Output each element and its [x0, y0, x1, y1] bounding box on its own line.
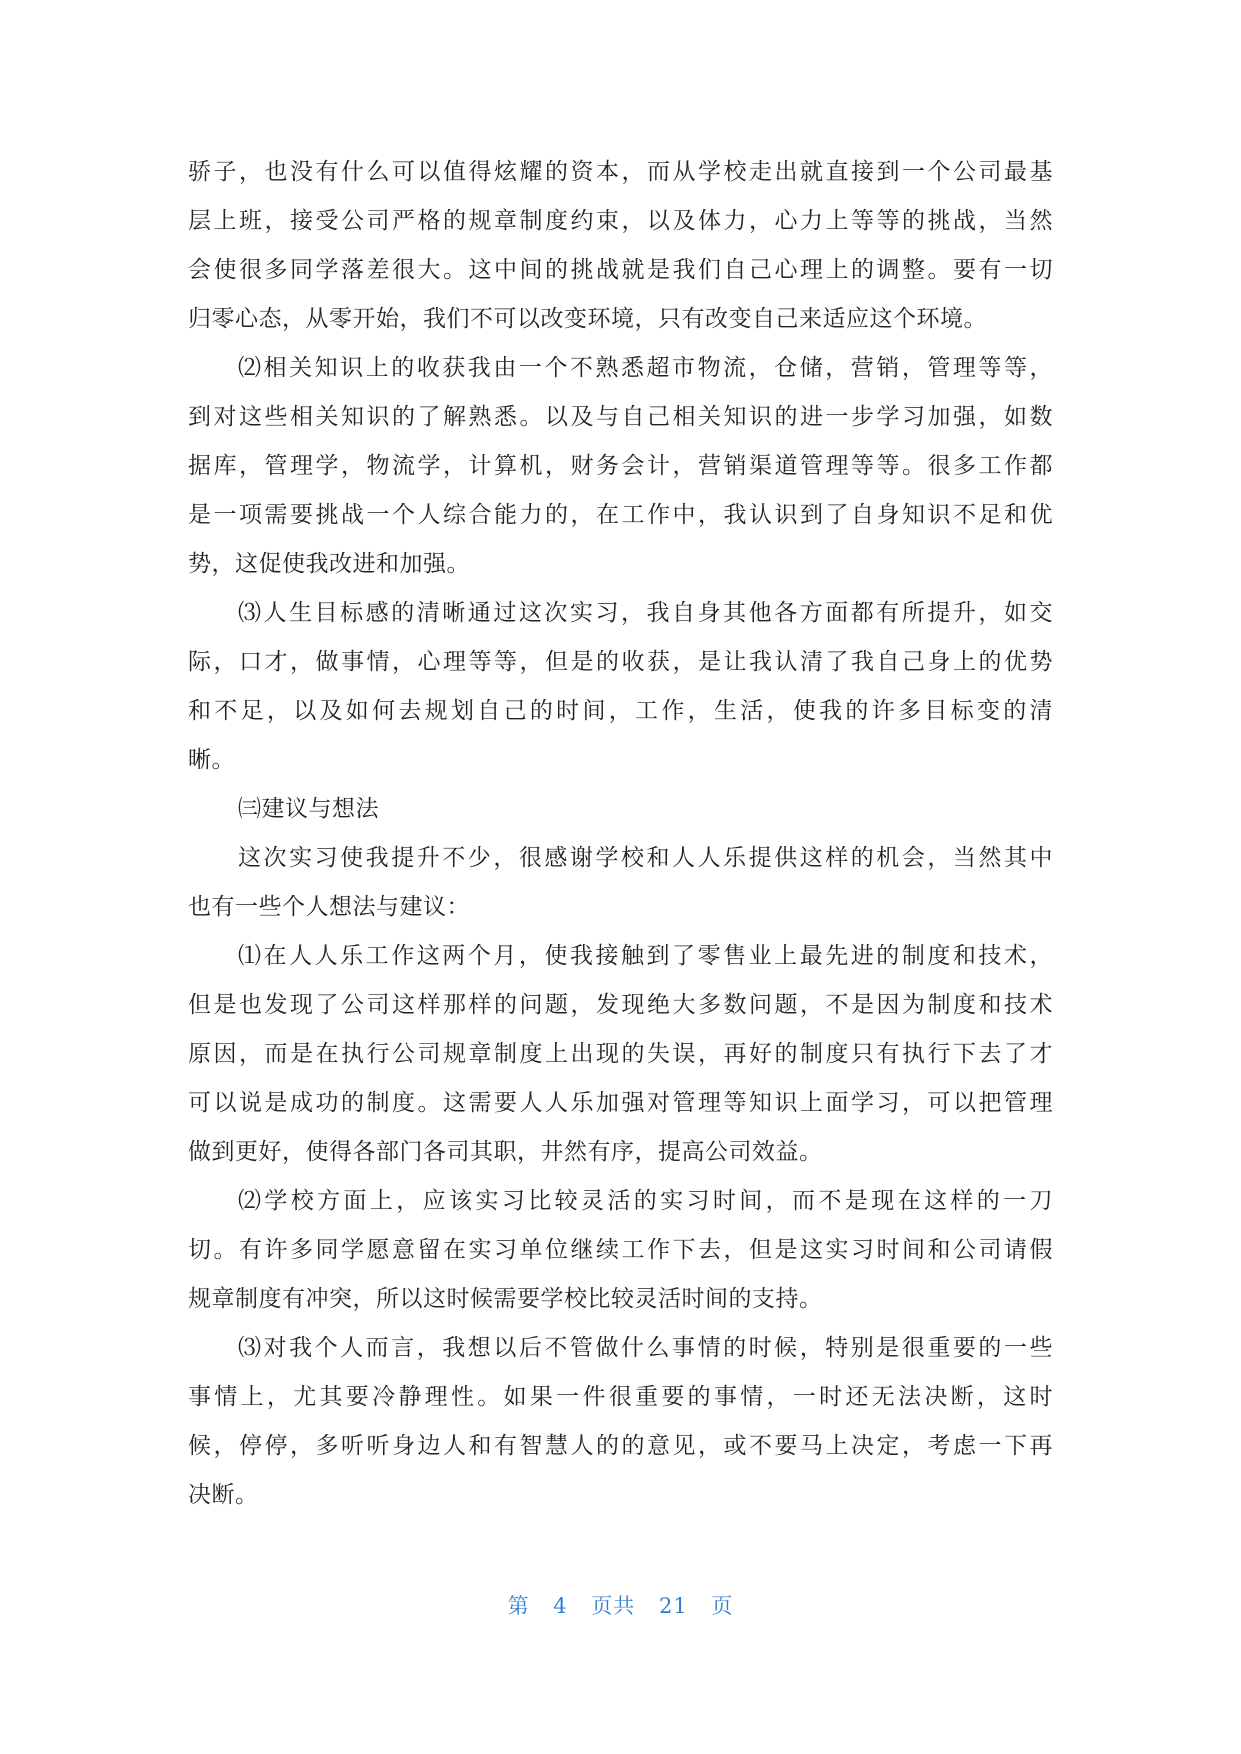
text-line: 层上班，接受公司严格的规章制度约束，以及体力，心力上等等的挑战，当然 [188, 208, 1053, 234]
text-line: 做到更好，使得各部门各司其职，井然有序，提高公司效益。 [188, 1139, 823, 1165]
text-line: 骄子，也没有什么可以值得炫耀的资本，而从学校走出就直接到一个公司最基 [188, 159, 1053, 185]
text-line: 到对这些相关知识的了解熟悉。以及与自己相关知识的进一步学习加强，如数 [188, 404, 1053, 430]
text-line: 原因，而是在执行公司规章制度上出现的失误，再好的制度只有执行下去了才 [188, 1041, 1053, 1067]
document-body [188, 148, 1053, 1520]
footer-current-page: 4 [553, 1594, 568, 1618]
text-line: 际，口才，做事情，心理等等，但是的收获，是让我认清了我自己身上的优势 [188, 649, 1053, 675]
footer-middle: 页共 [591, 1594, 636, 1618]
text-line: ⑴在人人乐工作这两个月，使我接触到了零售业上最先进的制度和技术， [238, 943, 1053, 969]
text-line: 和不足，以及如何去规划自己的时间，工作，生活，使我的许多目标变的清 [188, 698, 1053, 724]
text-line: 这次实习使我提升不少，很感谢学校和人人乐提供这样的机会，当然其中 [238, 845, 1053, 871]
text-line: 切。有许多同学愿意留在实习单位继续工作下去，但是这实习时间和公司请假 [188, 1237, 1053, 1263]
text-line: 但是也发现了公司这样那样的问题，发现绝大多数问题，不是因为制度和技术 [188, 992, 1053, 1018]
text-line: ⑶人生目标感的清晰通过这次实习，我自身其他各方面都有所提升，如交 [238, 600, 1053, 626]
footer-suffix: 页 [711, 1594, 734, 1618]
text-line: ⑶对我个人而言，我想以后不管做什么事情的时候，特别是很重要的一些 [238, 1335, 1053, 1361]
text-line: ⑵相关知识上的收获我由一个不熟悉超市物流，仓储，营销，管理等等， [238, 355, 1053, 381]
footer-prefix: 第 [507, 1594, 530, 1618]
text-line: 候，停停，多听听身边人和有智慧人的的意见，或不要马上决定，考虑一下再 [188, 1433, 1053, 1459]
text-line: ㈢建议与想法 [238, 796, 379, 822]
text-line: 会使很多同学落差很大。这中间的挑战就是我们自己心理上的调整。要有一切 [188, 257, 1053, 283]
footer-total-pages: 21 [659, 1594, 688, 1618]
text-line: 晰。 [188, 747, 235, 773]
text-line: ⑵学校方面上，应该实习比较灵活的实习时间，而不是现在这样的一刀 [238, 1188, 1053, 1214]
text-line: 事情上，尤其要冷静理性。如果一件很重要的事情，一时还无法决断，这时 [188, 1384, 1053, 1410]
text-line: 是一项需要挑战一个人综合能力的，在工作中，我认识到了自身知识不足和优 [188, 502, 1053, 528]
text-line: 归零心态，从零开始，我们不可以改变环境，只有改变自己来适应这个环境。 [188, 306, 987, 332]
text-line: 可以说是成功的制度。这需要人人乐加强对管理等知识上面学习，可以把管理 [188, 1090, 1053, 1116]
text-line: 规章制度有冲突，所以这时候需要学校比较灵活时间的支持。 [188, 1286, 823, 1312]
page-footer [0, 1590, 1241, 1620]
text-line: 也有一些个人想法与建议： [188, 894, 470, 920]
text-line: 据库，管理学，物流学，计算机，财务会计，营销渠道管理等等。很多工作都 [188, 453, 1053, 479]
text-line: 决断。 [188, 1482, 259, 1508]
text-line: 势，这促使我改进和加强。 [188, 551, 470, 577]
